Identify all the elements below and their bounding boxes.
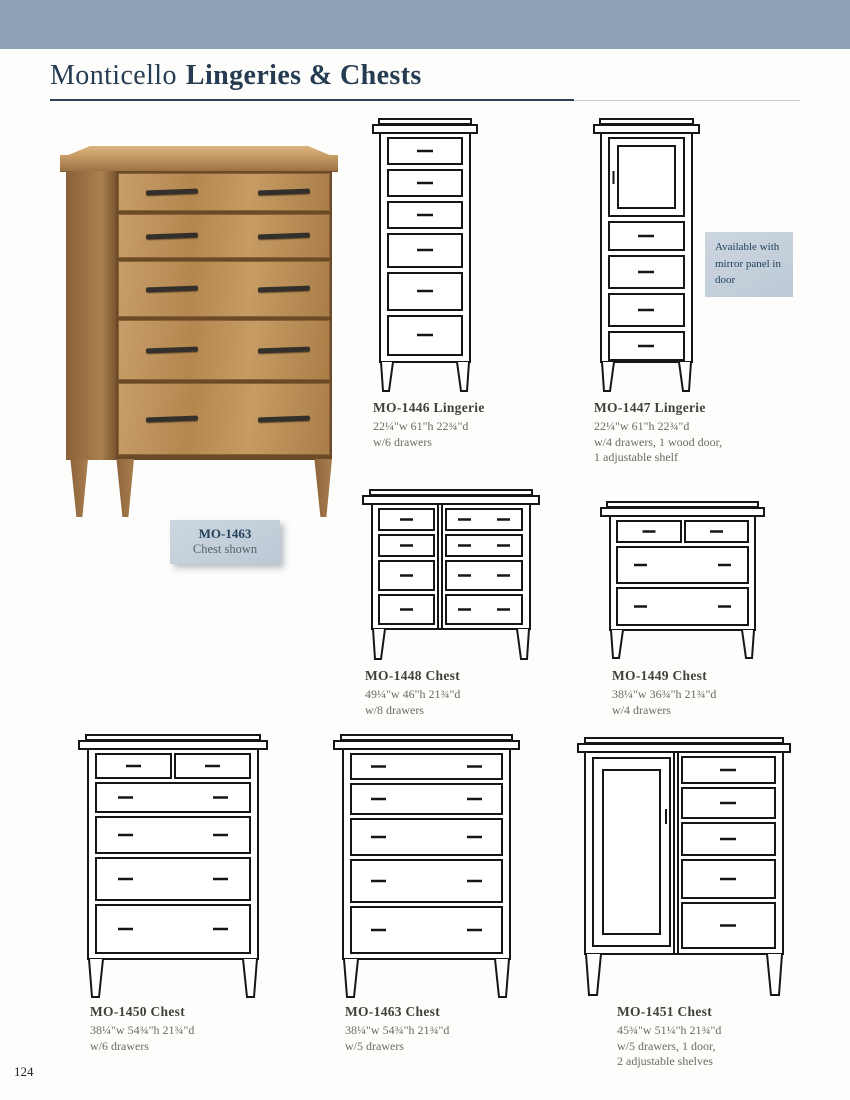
shown-label xyxy=(170,520,280,564)
drawer-handle xyxy=(258,233,310,240)
line-drawing-mo-1448 xyxy=(362,489,540,661)
product-caption-mo-1446 xyxy=(373,399,533,450)
product-name: MO-1450 Chest xyxy=(90,1004,186,1019)
product-name: MO-1448 Chest xyxy=(365,668,461,683)
line-drawing-mo-1463 xyxy=(333,734,520,999)
photo-drawer xyxy=(118,173,330,211)
product-name: MO-1446 Lingerie xyxy=(373,400,485,415)
product-caption-mo-1447 xyxy=(594,399,744,466)
drawer-handle xyxy=(146,233,198,240)
title-underline-extension xyxy=(574,100,800,101)
drawer-handle xyxy=(258,286,310,293)
shown-model-number: MO-1463 xyxy=(198,526,252,541)
product-caption-mo-1463 xyxy=(345,1003,515,1054)
line-drawing-mo-1450 xyxy=(78,734,268,999)
product-photo-mo-1463 xyxy=(60,146,338,518)
product-features: w/6 drawers xyxy=(373,434,432,449)
product-caption-mo-1449 xyxy=(612,667,772,718)
line-drawing-mo-1451 xyxy=(577,737,791,999)
product-features: w/5 drawers, 1 door, xyxy=(617,1038,716,1053)
drawer-handle xyxy=(146,347,198,354)
drawer-handle xyxy=(258,189,310,196)
page-title-category: Lingeries & Chests xyxy=(185,60,422,91)
product-features: w/5 drawers xyxy=(345,1038,404,1053)
product-dims: 38¼"w 54¾"h 21¾"d xyxy=(90,1022,195,1037)
page-title xyxy=(50,60,422,92)
shown-caption: Chest shown xyxy=(192,542,258,556)
photo-drawer xyxy=(118,320,330,380)
photo-chest-leg xyxy=(114,459,134,517)
product-dims: 22¼"w 61"h 22¾"d xyxy=(594,418,690,433)
product-caption-mo-1451 xyxy=(617,1003,767,1070)
product-features: 1 adjustable shelf xyxy=(594,450,678,465)
product-dims: 22¼"w 61"h 22¾"d xyxy=(373,418,469,433)
product-features: 2 adjustable shelves xyxy=(617,1054,713,1069)
line-drawing-mo-1446 xyxy=(372,118,478,393)
photo-chest-side-panel xyxy=(66,171,116,460)
product-dims: 38¼"w 36¾"h 21¾"d xyxy=(612,686,717,701)
product-dims: 45¾"w 51¼"h 21¾"d xyxy=(617,1022,722,1037)
product-name: MO-1447 Lingerie xyxy=(594,400,706,415)
photo-drawer xyxy=(118,261,330,317)
photo-chest-front xyxy=(116,171,332,460)
product-features: w/4 drawers xyxy=(612,702,671,717)
product-dims: 38¼"w 54¾"h 21¾"d xyxy=(345,1022,450,1037)
drawer-handle xyxy=(146,416,198,423)
photo-drawer xyxy=(118,383,330,455)
product-dims: 49¼"w 46"h 21¾"d xyxy=(365,686,461,701)
title-underline xyxy=(50,99,574,101)
product-name: MO-1451 Chest xyxy=(617,1004,713,1019)
product-features: w/8 drawers xyxy=(365,702,424,717)
mirror-option-callout: Available with mirror panel in door xyxy=(705,232,793,297)
drawer-handle xyxy=(146,189,198,196)
photo-chest-cornice xyxy=(60,155,338,171)
photo-drawer xyxy=(118,214,330,258)
page-number: 124 xyxy=(14,1064,34,1079)
photo-chest-leg xyxy=(312,459,332,517)
product-name: MO-1449 Chest xyxy=(612,668,708,683)
drawer-handle xyxy=(146,286,198,293)
line-drawing-mo-1449 xyxy=(600,501,765,659)
product-caption-mo-1450 xyxy=(90,1003,260,1054)
product-caption-mo-1448 xyxy=(365,667,525,718)
drawer-handle xyxy=(258,416,310,423)
product-features: w/4 drawers, 1 wood door, xyxy=(594,434,723,449)
product-name: MO-1463 Chest xyxy=(345,1004,441,1019)
product-features: w/6 drawers xyxy=(90,1038,149,1053)
page-title-collection: Monticello xyxy=(50,60,177,91)
drawer-handle xyxy=(258,347,310,354)
line-drawing-mo-1447 xyxy=(593,118,700,393)
header-bar xyxy=(0,0,850,49)
photo-chest-leg xyxy=(68,459,88,517)
